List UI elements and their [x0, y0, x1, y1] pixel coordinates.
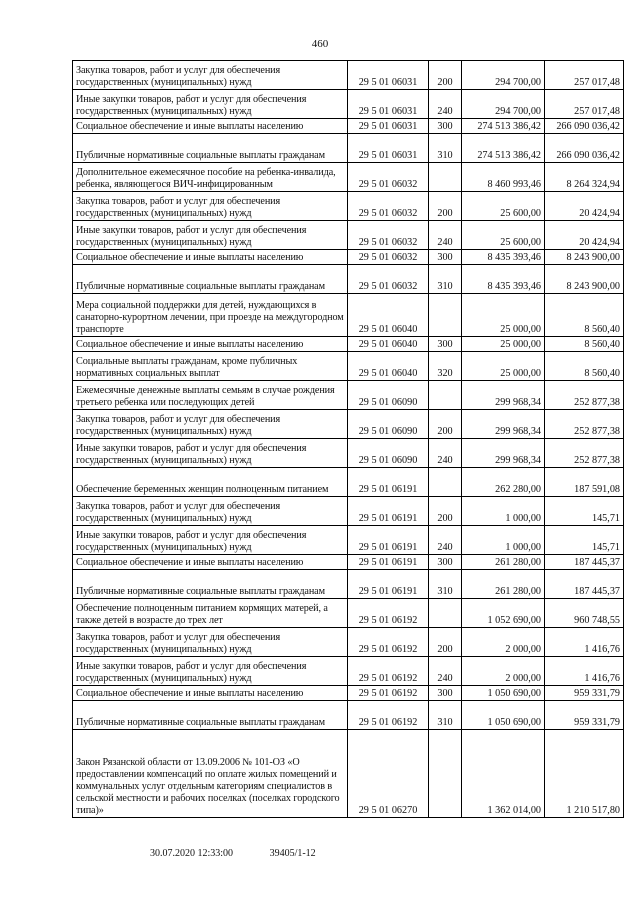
- row-actual-amount-text: 187 591,08: [574, 484, 620, 495]
- row-name-text: Публичные нормативные социальные выплаты гражданам: [76, 717, 325, 728]
- table-row: [73, 61, 624, 90]
- row-code-cell: [348, 439, 429, 468]
- row-planned-amount-cell: [462, 497, 545, 526]
- row-actual-amount-cell: [545, 134, 624, 163]
- table-row: [73, 701, 624, 730]
- table-row: [73, 439, 624, 468]
- row-code-cell: [348, 221, 429, 250]
- row-expense-type-cell: [429, 701, 462, 730]
- row-code-cell: [348, 468, 429, 497]
- row-actual-amount-text: 252 877,38: [574, 426, 620, 437]
- row-actual-amount-text: 8 560,40: [584, 368, 620, 379]
- row-planned-amount-cell: [462, 730, 545, 818]
- row-planned-amount-text: 294 700,00: [495, 106, 541, 117]
- row-planned-amount-cell: [462, 221, 545, 250]
- row-planned-amount-cell: [462, 192, 545, 221]
- row-code-cell: [348, 381, 429, 410]
- row-code-text: 29 5 01 06031: [358, 106, 418, 117]
- row-code-cell: [348, 352, 429, 381]
- row-name-cell: [73, 61, 348, 90]
- budget-table: [72, 60, 624, 818]
- row-planned-amount-text: 274 513 386,42: [477, 150, 541, 161]
- row-name-text: Мера социальной поддержки для детей, нуждающихся в санаторно-курортном лечении, при проезде на междугородном транспорте: [76, 300, 344, 335]
- row-code-text: 29 5 01 06040: [358, 324, 418, 335]
- row-planned-amount-text: 1 000,00: [505, 542, 541, 553]
- row-actual-amount-text: 20 424,94: [579, 208, 620, 219]
- row-name-cell: [73, 163, 348, 192]
- row-expense-type-text: 300: [437, 339, 453, 350]
- row-code-text: 29 5 01 06031: [358, 121, 418, 132]
- row-expense-type-cell: [429, 352, 462, 381]
- row-code-text: 29 5 01 06090: [358, 455, 418, 466]
- row-code-text: 29 5 01 06031: [358, 150, 418, 161]
- row-code-text: 29 5 01 06032: [358, 237, 418, 248]
- row-code-cell: [348, 701, 429, 730]
- row-name-cell: [73, 468, 348, 497]
- row-actual-amount-cell: [545, 701, 624, 730]
- row-planned-amount-cell: [462, 90, 545, 119]
- row-name-cell: [73, 221, 348, 250]
- row-code-cell: [348, 61, 429, 90]
- row-actual-amount-text: 8 560,40: [584, 324, 620, 335]
- table-row: [73, 163, 624, 192]
- table-row: [73, 497, 624, 526]
- footer-datetime: 30.07.2020 12:33:00: [150, 848, 234, 859]
- row-name-cell: [73, 294, 348, 337]
- row-code-text: 29 5 01 06031: [358, 77, 418, 88]
- row-name-cell: [73, 657, 348, 686]
- row-name-text: Закупка товаров, работ и услуг для обеспечения государственных (муниципальных) нужд: [76, 632, 281, 655]
- row-expense-type-text: 240: [437, 542, 453, 553]
- row-expense-type-cell: [429, 221, 462, 250]
- row-planned-amount-cell: [462, 555, 545, 570]
- row-planned-amount-cell: [462, 337, 545, 352]
- row-planned-amount-cell: [462, 628, 545, 657]
- table-row: [73, 686, 624, 701]
- row-expense-type-cell: [429, 628, 462, 657]
- row-name-cell: [73, 352, 348, 381]
- row-name-text: Публичные нормативные социальные выплаты гражданам: [76, 586, 325, 597]
- row-expense-type-text: 240: [437, 455, 453, 466]
- row-code-text: 29 5 01 06090: [358, 426, 418, 437]
- row-code-cell: [348, 657, 429, 686]
- row-name-cell: [73, 686, 348, 701]
- row-name-cell: [73, 119, 348, 134]
- row-name-text: Социальное обеспечение и иные выплаты населению: [76, 688, 304, 699]
- row-expense-type-text: 240: [437, 673, 453, 684]
- row-expense-type-cell: [429, 497, 462, 526]
- row-planned-amount-text: 25 600,00: [500, 208, 541, 219]
- table-row: [73, 265, 624, 294]
- row-code-text: 29 5 01 06270: [358, 805, 418, 816]
- row-actual-amount-text: 187 445,37: [574, 557, 620, 568]
- page-number: 460: [311, 38, 329, 50]
- table-row: [73, 628, 624, 657]
- row-code-cell: [348, 294, 429, 337]
- row-planned-amount-text: 299 968,34: [495, 397, 541, 408]
- row-planned-amount-cell: [462, 439, 545, 468]
- row-expense-type-text: 310: [437, 281, 453, 292]
- row-code-text: 29 5 01 06032: [358, 179, 418, 190]
- row-code-cell: [348, 134, 429, 163]
- row-expense-type-text: 310: [437, 586, 453, 597]
- row-code-cell: [348, 570, 429, 599]
- row-code-text: 29 5 01 06192: [358, 717, 418, 728]
- row-name-cell: [73, 730, 348, 818]
- row-expense-type-text: 300: [437, 688, 453, 699]
- row-actual-amount-text: 145,71: [591, 542, 620, 553]
- row-actual-amount-cell: [545, 628, 624, 657]
- row-expense-type-text: 200: [437, 208, 453, 219]
- row-name-cell: [73, 628, 348, 657]
- row-name-text: Социальное обеспечение и иные выплаты населению: [76, 252, 304, 263]
- row-actual-amount-text: 959 331,79: [574, 688, 620, 699]
- row-actual-amount-text: 8 264 324,94: [566, 179, 620, 190]
- row-code-cell: [348, 599, 429, 628]
- row-expense-type-text: 310: [437, 717, 453, 728]
- row-planned-amount-cell: [462, 526, 545, 555]
- row-planned-amount-cell: [462, 686, 545, 701]
- row-name-text: Закупка товаров, работ и услуг для обеспечения государственных (муниципальных) нужд: [76, 196, 281, 219]
- row-name-cell: [73, 265, 348, 294]
- row-actual-amount-cell: [545, 555, 624, 570]
- row-name-cell: [73, 599, 348, 628]
- row-code-cell: [348, 686, 429, 701]
- row-name-cell: [73, 439, 348, 468]
- row-code-text: 29 5 01 06032: [358, 208, 418, 219]
- row-expense-type-cell: [429, 686, 462, 701]
- row-expense-type-cell: [429, 526, 462, 555]
- row-name-text: Публичные нормативные социальные выплаты гражданам: [76, 281, 325, 292]
- table-row: [73, 119, 624, 134]
- row-planned-amount-text: 274 513 386,42: [477, 121, 541, 132]
- row-planned-amount-cell: [462, 61, 545, 90]
- row-planned-amount-text: 2 000,00: [505, 673, 541, 684]
- row-actual-amount-cell: [545, 730, 624, 818]
- row-planned-amount-text: 2 000,00: [505, 644, 541, 655]
- row-planned-amount-cell: [462, 599, 545, 628]
- row-planned-amount-cell: [462, 468, 545, 497]
- row-planned-amount-cell: [462, 701, 545, 730]
- row-actual-amount-text: 1 416,76: [584, 644, 620, 655]
- row-actual-amount-cell: [545, 221, 624, 250]
- row-code-cell: [348, 119, 429, 134]
- row-code-cell: [348, 555, 429, 570]
- budget-table-body: [73, 61, 624, 818]
- row-name-text: Закон Рязанской области от 13.09.2006 № 101-ОЗ «О предоставлении компенсаций по оплате жилых помещений и коммунальных услуг отдельным категориям специалистов в сельской местности и рабочих поселках (поселках городского типа)»: [76, 757, 340, 816]
- row-name-cell: [73, 134, 348, 163]
- row-planned-amount-text: 8 460 993,46: [487, 179, 541, 190]
- row-planned-amount-cell: [462, 119, 545, 134]
- row-expense-type-cell: [429, 265, 462, 294]
- table-row: [73, 134, 624, 163]
- row-expense-type-text: 300: [437, 121, 453, 132]
- row-planned-amount-text: 261 280,00: [495, 586, 541, 597]
- table-row: [73, 337, 624, 352]
- table-row: [73, 599, 624, 628]
- row-code-text: 29 5 01 06040: [358, 368, 418, 379]
- row-name-text: Иные закупки товаров, работ и услуг для обеспечения государственных (муниципальных) нужд: [76, 530, 307, 553]
- row-planned-amount-text: 25 000,00: [500, 368, 541, 379]
- row-actual-amount-cell: [545, 265, 624, 294]
- document-footer: [150, 848, 316, 859]
- row-actual-amount-text: 266 090 036,42: [556, 150, 620, 161]
- row-name-text: Закупка товаров, работ и услуг для обеспечения государственных (муниципальных) нужд: [76, 414, 281, 437]
- row-actual-amount-cell: [545, 439, 624, 468]
- row-name-text: Иные закупки товаров, работ и услуг для обеспечения государственных (муниципальных) нужд: [76, 94, 307, 117]
- row-planned-amount-text: 299 968,34: [495, 426, 541, 437]
- row-name-cell: [73, 570, 348, 599]
- row-code-text: 29 5 01 06191: [358, 557, 418, 568]
- row-name-cell: [73, 381, 348, 410]
- row-actual-amount-cell: [545, 119, 624, 134]
- row-name-cell: [73, 497, 348, 526]
- row-name-cell: [73, 555, 348, 570]
- table-row: [73, 294, 624, 337]
- row-expense-type-cell: [429, 90, 462, 119]
- row-planned-amount-cell: [462, 410, 545, 439]
- row-name-cell: [73, 410, 348, 439]
- row-name-cell: [73, 250, 348, 265]
- row-code-cell: [348, 163, 429, 192]
- row-expense-type-cell: [429, 294, 462, 337]
- row-actual-amount-cell: [545, 410, 624, 439]
- row-actual-amount-text: 257 017,48: [574, 77, 620, 88]
- row-actual-amount-cell: [545, 599, 624, 628]
- row-planned-amount-text: 1 050 690,00: [487, 717, 541, 728]
- row-planned-amount-text: 25 600,00: [500, 237, 541, 248]
- row-expense-type-cell: [429, 468, 462, 497]
- row-planned-amount-text: 261 280,00: [495, 557, 541, 568]
- row-planned-amount-text: 1 362 014,00: [487, 805, 541, 816]
- row-code-cell: [348, 337, 429, 352]
- row-expense-type-cell: [429, 61, 462, 90]
- row-expense-type-cell: [429, 337, 462, 352]
- row-planned-amount-text: 299 968,34: [495, 455, 541, 466]
- row-code-text: 29 5 01 06191: [358, 542, 418, 553]
- row-code-text: 29 5 01 06032: [358, 281, 418, 292]
- row-name-text: Закупка товаров, работ и услуг для обеспечения государственных (муниципальных) нужд: [76, 65, 281, 88]
- row-actual-amount-cell: [545, 352, 624, 381]
- row-actual-amount-text: 252 877,38: [574, 397, 620, 408]
- row-actual-amount-text: 8 243 900,00: [566, 281, 620, 292]
- row-actual-amount-text: 960 748,55: [574, 615, 620, 626]
- row-actual-amount-cell: [545, 337, 624, 352]
- row-expense-type-text: 240: [437, 237, 453, 248]
- row-expense-type-cell: [429, 163, 462, 192]
- row-actual-amount-cell: [545, 294, 624, 337]
- footer-document-number: 39405/1-12: [269, 848, 316, 859]
- row-actual-amount-cell: [545, 657, 624, 686]
- row-planned-amount-cell: [462, 294, 545, 337]
- row-name-text: Иные закупки товаров, работ и услуг для обеспечения государственных (муниципальных) нужд: [76, 443, 307, 466]
- row-name-text: Обеспечение полноценным питанием кормящих матерей, а также детей в возрасте до трех лет: [76, 603, 328, 626]
- row-code-cell: [348, 628, 429, 657]
- row-expense-type-cell: [429, 730, 462, 818]
- row-actual-amount-text: 187 445,37: [574, 586, 620, 597]
- table-row: [73, 526, 624, 555]
- row-planned-amount-text: 1 050 690,00: [487, 688, 541, 699]
- row-expense-type-text: 200: [437, 644, 453, 655]
- table-row: [73, 352, 624, 381]
- row-actual-amount-text: 8 560,40: [584, 339, 620, 350]
- row-expense-type-text: 300: [437, 557, 453, 568]
- row-code-cell: [348, 265, 429, 294]
- row-code-cell: [348, 250, 429, 265]
- row-name-text: Иные закупки товаров, работ и услуг для обеспечения государственных (муниципальных) нужд: [76, 661, 307, 684]
- table-row: [73, 730, 624, 818]
- row-code-cell: [348, 497, 429, 526]
- row-code-cell: [348, 90, 429, 119]
- row-actual-amount-text: 145,71: [591, 513, 620, 524]
- row-code-text: 29 5 01 06192: [358, 688, 418, 699]
- row-name-text: Социальное обеспечение и иные выплаты населению: [76, 557, 304, 568]
- row-name-cell: [73, 337, 348, 352]
- row-code-text: 29 5 01 06191: [358, 586, 418, 597]
- row-name-text: Дополнительное ежемесячное пособие на ребенка-инвалида, ребенка, являющегося ВИЧ-инфицированным: [76, 167, 336, 190]
- table-row: [73, 555, 624, 570]
- row-expense-type-cell: [429, 119, 462, 134]
- row-planned-amount-text: 1 000,00: [505, 513, 541, 524]
- row-actual-amount-text: 1 210 517,80: [566, 805, 620, 816]
- row-expense-type-cell: [429, 555, 462, 570]
- row-actual-amount-cell: [545, 61, 624, 90]
- row-name-text: Социальное обеспечение и иные выплаты населению: [76, 121, 304, 132]
- row-expense-type-text: 320: [437, 368, 453, 379]
- row-name-cell: [73, 90, 348, 119]
- row-planned-amount-cell: [462, 352, 545, 381]
- row-name-cell: [73, 701, 348, 730]
- row-code-text: 29 5 01 06040: [358, 339, 418, 350]
- row-actual-amount-cell: [545, 468, 624, 497]
- row-planned-amount-cell: [462, 163, 545, 192]
- row-planned-amount-text: 8 435 393,46: [487, 281, 541, 292]
- row-expense-type-text: 200: [437, 426, 453, 437]
- row-actual-amount-cell: [545, 90, 624, 119]
- row-code-cell: [348, 192, 429, 221]
- row-code-text: 29 5 01 06191: [358, 484, 418, 495]
- row-code-text: 29 5 01 06192: [358, 615, 418, 626]
- row-planned-amount-text: 25 000,00: [500, 339, 541, 350]
- row-planned-amount-cell: [462, 381, 545, 410]
- table-row: [73, 410, 624, 439]
- row-expense-type-cell: [429, 410, 462, 439]
- row-actual-amount-cell: [545, 381, 624, 410]
- row-planned-amount-cell: [462, 657, 545, 686]
- table-row: [73, 657, 624, 686]
- row-planned-amount-cell: [462, 265, 545, 294]
- row-code-text: 29 5 01 06192: [358, 673, 418, 684]
- row-actual-amount-text: 8 243 900,00: [566, 252, 620, 263]
- row-code-text: 29 5 01 06192: [358, 644, 418, 655]
- row-expense-type-cell: [429, 570, 462, 599]
- row-code-cell: [348, 410, 429, 439]
- row-name-text: Обеспечение беременных женщин полноценным питанием: [76, 484, 329, 495]
- row-actual-amount-text: 266 090 036,42: [556, 121, 620, 132]
- row-expense-type-cell: [429, 599, 462, 628]
- row-planned-amount-text: 262 280,00: [495, 484, 541, 495]
- row-planned-amount-text: 25 000,00: [500, 324, 541, 335]
- row-planned-amount-text: 294 700,00: [495, 77, 541, 88]
- row-expense-type-cell: [429, 250, 462, 265]
- row-expense-type-cell: [429, 381, 462, 410]
- row-code-text: 29 5 01 06191: [358, 513, 418, 524]
- table-row: [73, 468, 624, 497]
- row-code-text: 29 5 01 06032: [358, 252, 418, 263]
- row-code-text: 29 5 01 06090: [358, 397, 418, 408]
- row-actual-amount-text: 257 017,48: [574, 106, 620, 117]
- row-name-cell: [73, 526, 348, 555]
- row-expense-type-cell: [429, 192, 462, 221]
- row-actual-amount-text: 959 331,79: [574, 717, 620, 728]
- row-expense-type-text: 300: [437, 252, 453, 263]
- table-row: [73, 192, 624, 221]
- row-actual-amount-cell: [545, 250, 624, 265]
- row-name-cell: [73, 192, 348, 221]
- row-actual-amount-text: 20 424,94: [579, 237, 620, 248]
- row-name-text: Закупка товаров, работ и услуг для обеспечения государственных (муниципальных) нужд: [76, 501, 281, 524]
- row-actual-amount-cell: [545, 686, 624, 701]
- row-expense-type-cell: [429, 134, 462, 163]
- table-row: [73, 250, 624, 265]
- row-name-text: Ежемесячные денежные выплаты семьям в случае рождения третьего ребенка или последующих детей: [76, 385, 335, 408]
- row-actual-amount-cell: [545, 497, 624, 526]
- row-actual-amount-cell: [545, 163, 624, 192]
- table-row: [73, 381, 624, 410]
- row-expense-type-text: 240: [437, 106, 453, 117]
- table-row: [73, 570, 624, 599]
- row-planned-amount-cell: [462, 250, 545, 265]
- row-code-cell: [348, 730, 429, 818]
- row-planned-amount-text: 8 435 393,46: [487, 252, 541, 263]
- row-expense-type-text: 200: [437, 77, 453, 88]
- row-name-text: Социальное обеспечение и иные выплаты населению: [76, 339, 304, 350]
- row-actual-amount-cell: [545, 526, 624, 555]
- row-planned-amount-cell: [462, 134, 545, 163]
- row-planned-amount-text: 1 052 690,00: [487, 615, 541, 626]
- row-actual-amount-text: 252 877,38: [574, 455, 620, 466]
- row-name-text: Иные закупки товаров, работ и услуг для обеспечения государственных (муниципальных) нужд: [76, 225, 307, 248]
- table-row: [73, 90, 624, 119]
- table-row: [73, 221, 624, 250]
- row-planned-amount-cell: [462, 570, 545, 599]
- row-expense-type-cell: [429, 439, 462, 468]
- row-actual-amount-text: 1 416,76: [584, 673, 620, 684]
- row-name-text: Публичные нормативные социальные выплаты гражданам: [76, 150, 325, 161]
- row-name-text: Социальные выплаты гражданам, кроме публичных нормативных социальных выплат: [76, 356, 298, 379]
- row-actual-amount-cell: [545, 570, 624, 599]
- row-expense-type-text: 200: [437, 513, 453, 524]
- row-actual-amount-cell: [545, 192, 624, 221]
- row-expense-type-cell: [429, 657, 462, 686]
- row-code-cell: [348, 526, 429, 555]
- row-expense-type-text: 310: [437, 150, 453, 161]
